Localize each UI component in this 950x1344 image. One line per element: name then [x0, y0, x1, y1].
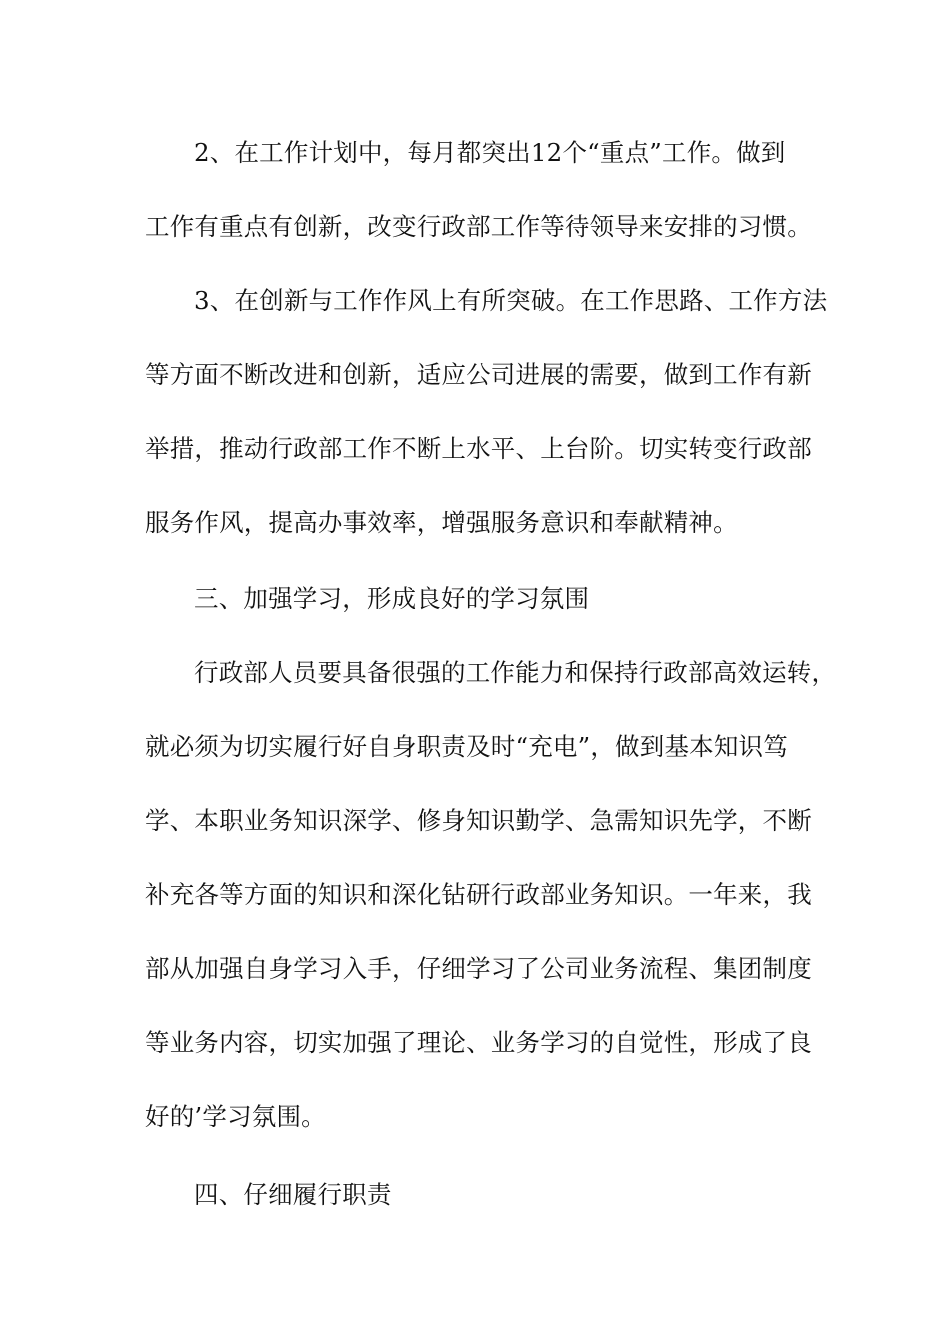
text-line: 部从加强自身学习入手，仔细学习了公司业务流程、集团制度: [145, 954, 812, 983]
text-line: 工作有重点有创新，改变行政部工作等待领导来安排的习惯。: [145, 212, 812, 241]
section-heading: 四、仔细履行职责: [194, 1180, 392, 1209]
text-line: 好的’学习氛围。: [145, 1102, 326, 1131]
text-line: 就必须为切实履行好自身职责及时“充电”，做到基本知识笃: [145, 732, 788, 761]
text-line: 服务作风，提高办事效率，增强服务意识和奉献精神。: [145, 508, 738, 537]
text-line: 2、在工作计划中，每月都突出12个“重点”工作。做到: [194, 138, 786, 167]
text-line: 学、本职业务知识深学、修身知识勤学、急需知识先学，不断: [145, 806, 812, 835]
text-line: 等方面不断改进和创新，适应公司进展的需要，做到工作有新: [145, 360, 812, 389]
text-line: 3、在创新与工作作风上有所突破。在工作思路、工作方法: [194, 286, 828, 315]
text-line: 行政部人员要具备很强的工作能力和保持行政部高效运转，: [194, 658, 837, 687]
section-heading: 三、加强学习，形成良好的学习氛围: [194, 584, 590, 613]
text-line: 等业务内容，切实加强了理论、业务学习的自觉性，形成了良: [145, 1028, 812, 1057]
text-line: 举措，推动行政部工作不断上水平、上台阶。切实转变行政部: [145, 434, 812, 463]
text-line: 补充各等方面的知识和深化钻研行政部业务知识。一年来，我: [145, 880, 812, 909]
